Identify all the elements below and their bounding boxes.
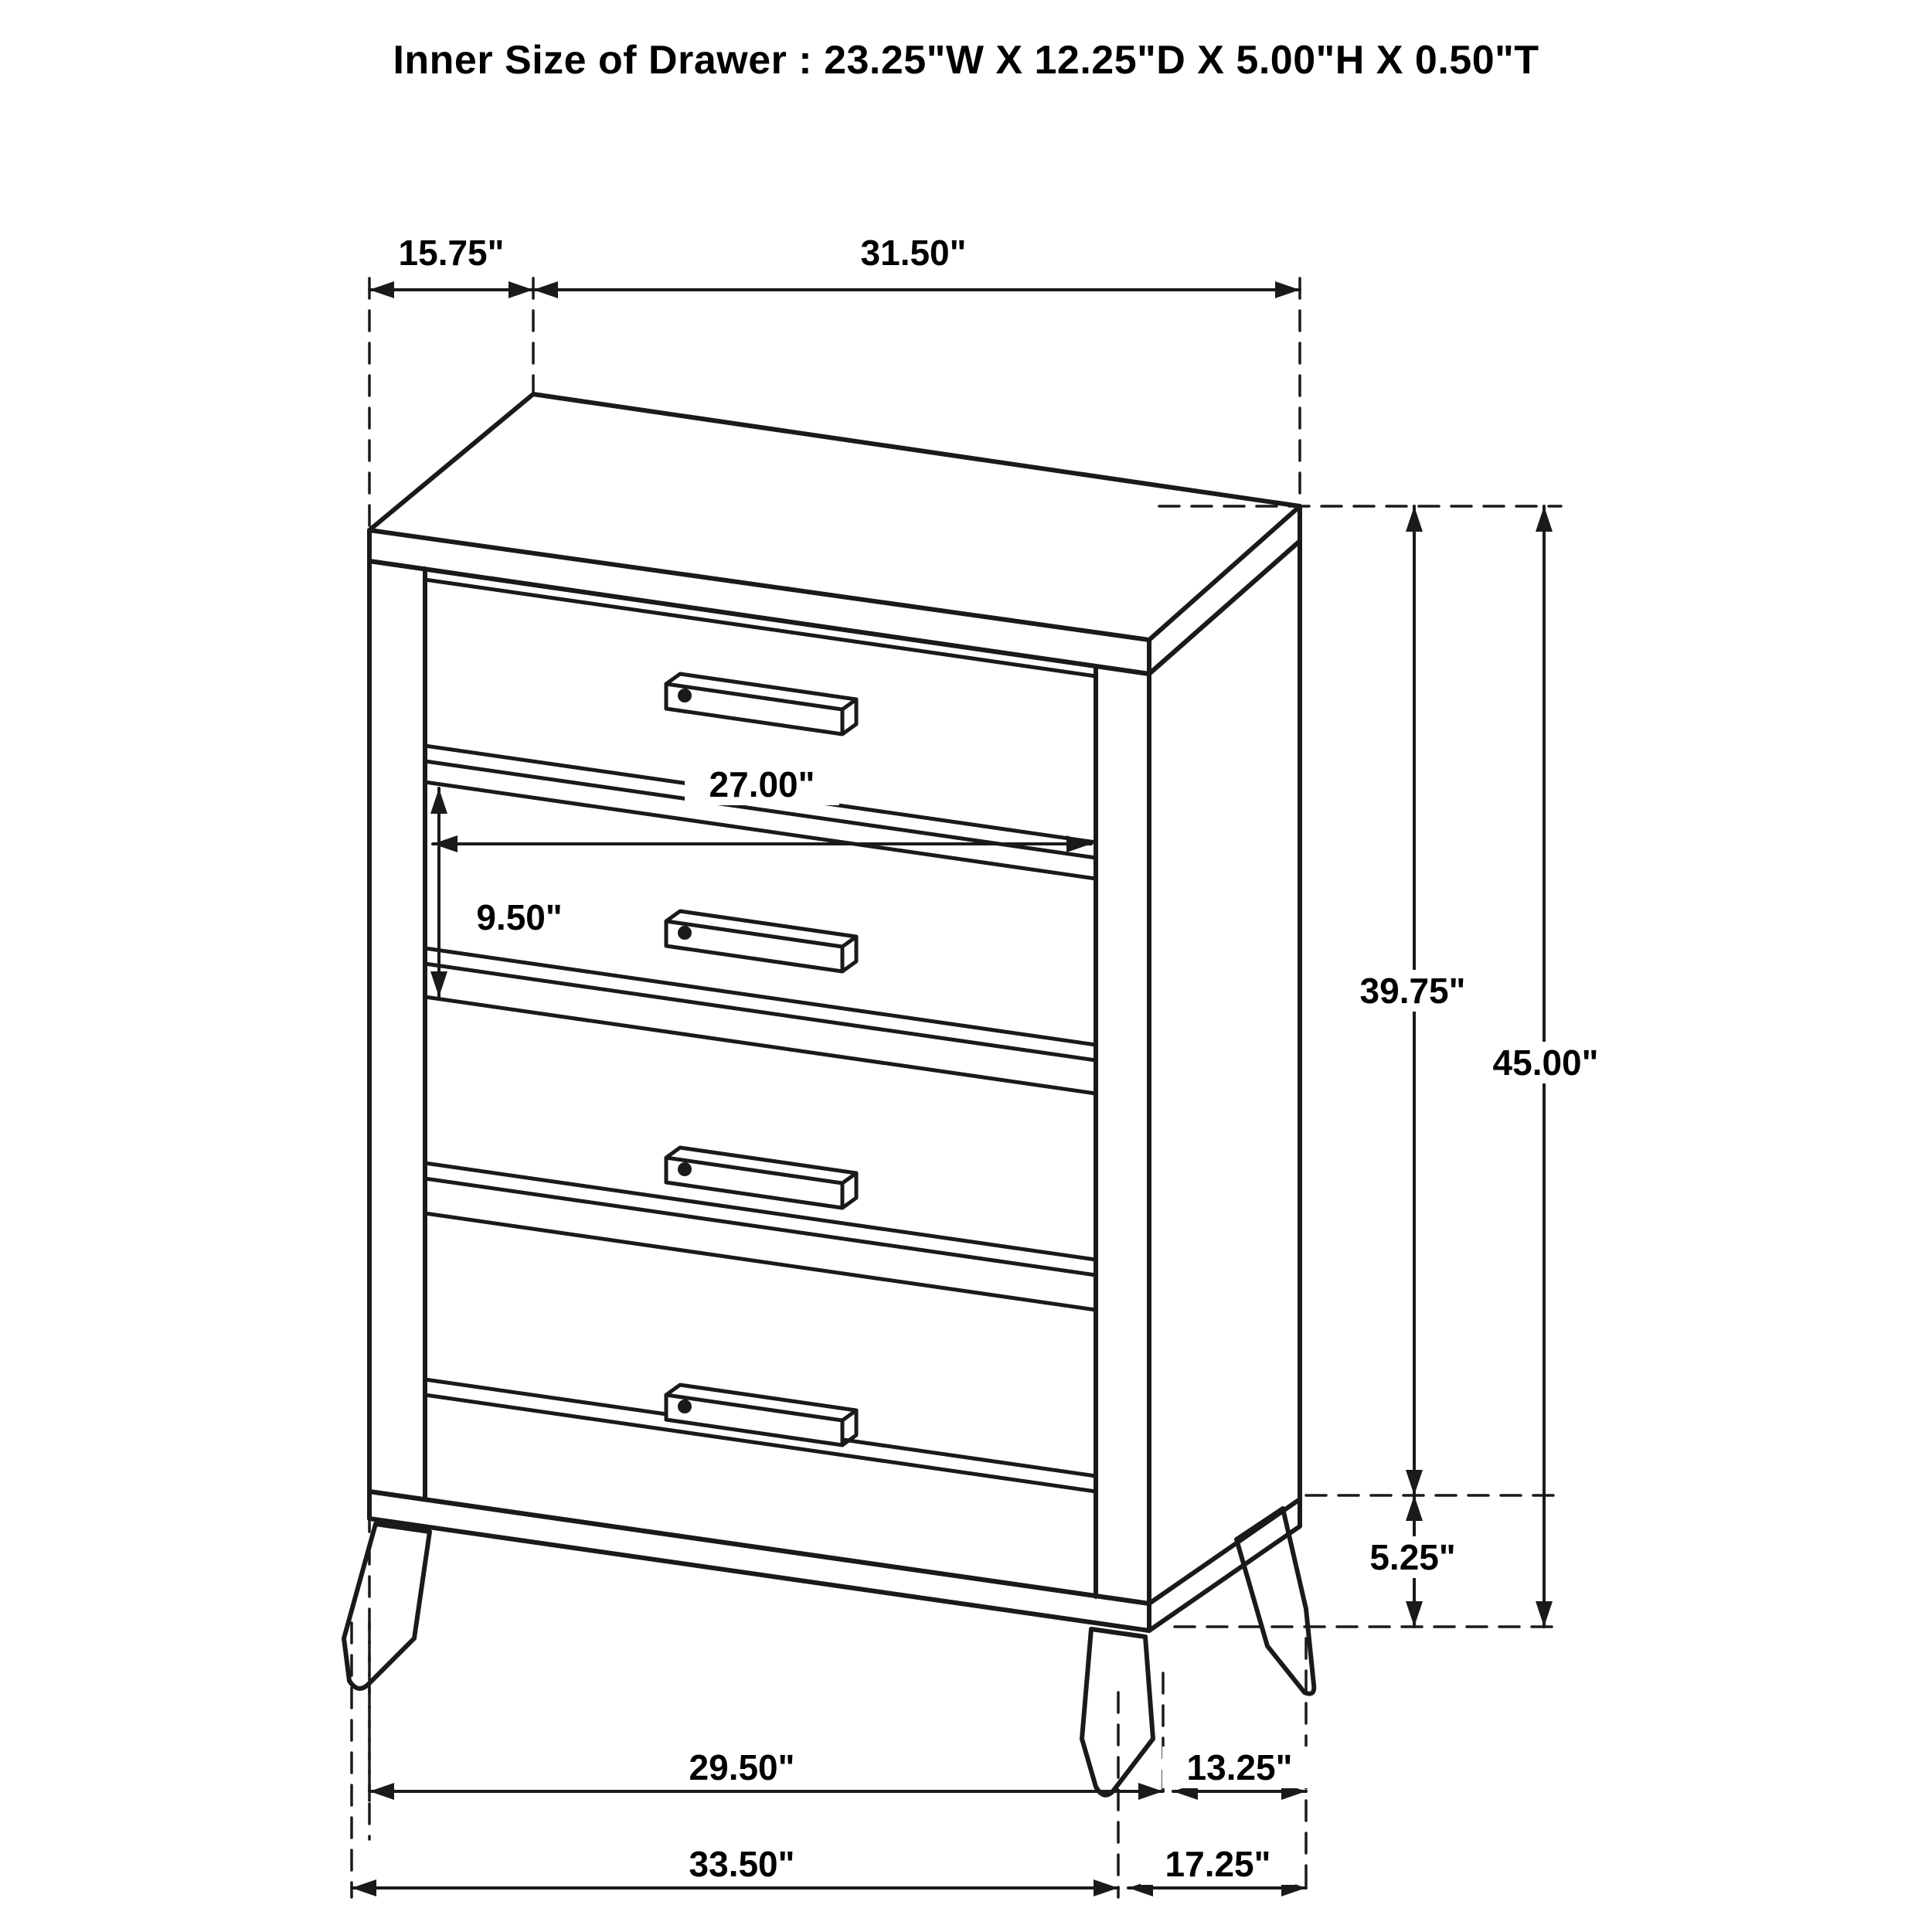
dim-base-depth-outer: 17.25" [1141, 1843, 1295, 1885]
dim-drawer-width: 27.00" [685, 764, 839, 805]
dim-base-depth-inner: 13.25" [1162, 1747, 1317, 1788]
dim-leg-height: 5.25" [1343, 1536, 1482, 1578]
dim-base-width-inner: 29.50" [665, 1747, 819, 1788]
page-title: Inner Size of Drawer : 23.25"W X 12.25"D X 5.00"H X 0.50"T [393, 38, 1539, 83]
dim-top-width: 31.50" [836, 232, 991, 274]
dim-top-depth: 15.75" [374, 232, 529, 274]
dim-case-height: 39.75" [1335, 970, 1490, 1012]
dim-overall-height: 45.00" [1468, 1042, 1623, 1083]
dim-drawer-height: 9.50" [450, 896, 589, 938]
dim-base-width-outer: 33.50" [665, 1843, 819, 1885]
